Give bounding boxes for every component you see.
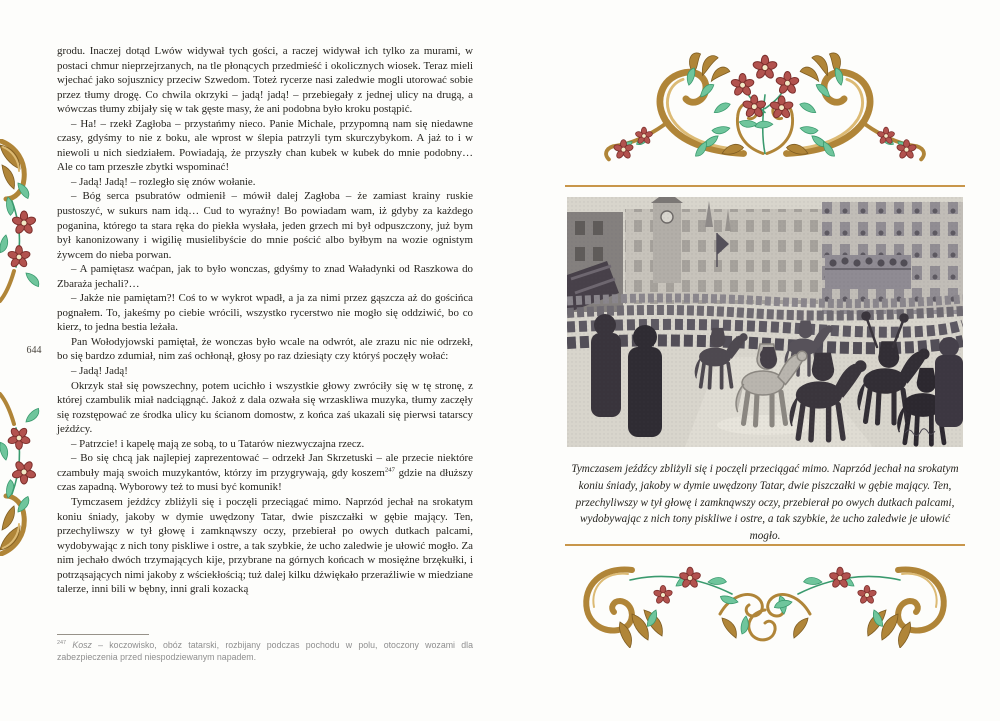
page-number: 644 [26, 345, 42, 356]
top-rule [565, 185, 965, 187]
paragraph-text: – Bo się chcą jak najlepiej zaprezentować – odrzekł Jan Skrzetuski – ale przecie niektóre czambuły mają swoich muzykantów, którzy im przygrywają, gdy koszem [57, 452, 473, 479]
paragraph: Tymczasem jeźdźcy zbliżyli się i poczęli przeciągać mimo. Naprzód jechał na srokatym koniu śniady, jakoby w dymie uwędzony Tatar, dwie piszczałki w gębie mający. Ten, przechyliwszy w tył głowę i zamknąwszy oczy, przebierał po owych dutkach palcami, wydobywając z nich tony piskliwe i ostre, a tak szybkie, że ucho zaledwie je ułowić mogło. Za nim jechało dwóch trzymających kije, przybrane na górnych końcach w mosiężne brzękułki, i potrząsających nimi jakoby z wściekłością; tuż dalej kilku dźwiękało przeraźliwie w miedziane talerze, inni bili w bębny, inni grali kozacką [57, 495, 473, 596]
paragraph: – Jadą! Jadą! – rozległo się znów wołanie. [71, 175, 256, 188]
footnote-term: Kosz [72, 640, 92, 650]
footnote-number: 247 [57, 640, 67, 647]
paragraph: – Jadą! Jadą! [71, 365, 128, 378]
right-page [565, 0, 965, 721]
body-text [57, 44, 473, 597]
paragraph: – Jakże nie pamiętam?! Coś to w wykrot wpadł, a ja za nimi przez gąszcza aż do gościńca pognałem. To, jakeśmy po ciebie wrócili, wszystko rycerstwo nie mogło się oddziwić, bo co kierz, to jedna bestia leżała. [57, 292, 473, 334]
illustration-caption: Tymczasem jeźdźcy zbliżyli się i poczęli przeciągać mimo. Naprzód jechał na srokatym koniu śniady, jakoby w dymie uwędzony Tatar, dwie piszczałki w gębie mający. Ten, przechyliwszy w tył głowę i zamknąwszy oczy, przebierał po owych dutkach palcami, wydobywając z nich tony piskliwe i ostre, a tak szybkie, że ucho zaledwie je ułowić mogło. [571, 463, 959, 543]
paragraph-with-footnote-ref [57, 451, 473, 495]
paragraph: – Patrzcie! i kapelę mają ze sobą, to u Tatarów niezwyczajna rzecz. [71, 437, 365, 450]
paragraph: – Ha! – rzekł Zagłoba – przystańmy nieco. Panie Michale, przypomną nam się niedawne czasy, gdyśmy to nie z boku, ale wprost w ślepia patrzyli tym skurczybykom. A jaż to i w niewoli u nich siedziałem. Powiadają, że przyszły chan kubek w kubek do mnie podobny… Ale co tam przeszłe zbytki wspominać! [57, 117, 473, 174]
footnote-reference: 247 [384, 466, 395, 474]
paragraph: – A pamiętasz waćpan, jak to było wonczas, gdyśmy to znad Waładynki od Raszkowa do Zbaraża jechali?… [57, 263, 473, 290]
floral-ornament-left-lower [0, 388, 42, 556]
illustration-tatar-riders [567, 197, 963, 447]
floral-ornament-top [598, 52, 932, 174]
footnote [57, 634, 473, 663]
footnote-separator [57, 634, 149, 635]
floral-ornament-left-upper [0, 139, 42, 307]
paragraph: grodu. Inaczej dotąd Lwów widywał tych gości, a raczej widywał ich tylko za murami, w postaci chmur nieprzejrzanych, na tle płonących przedmieść i okolicznych wiosek. Teraz mieli wjechać jako sojusznicy przeciw Szwedom. Toteż rycerze nasi zaledwie mogli utorować sobie przez tłumy drogę. Co chwila okrzyki – jadą! jadą! – przebiegały z jednej ulicy na drugą, a wówczas tłumy zbijały się w tak gęste masy, że ani podobna było kroku postąpić. [57, 45, 473, 116]
bottom-rule [565, 544, 965, 546]
paragraph: Okrzyk stał się powszechny, potem ucichło i wszystkie głowy zwróciły się w tę stronę, z której czambulik miał nadciągnąć. Jakoż z dala ozwała się wrzaskliwa muzyka, tłumy zaczęły się rozstępować ze środka ulicy ku ścianom domostw, z końca zaś ukazali się pierwsi tatarscy jeźdźcy. [57, 379, 473, 436]
paragraph: Pan Wołodyjowski pamiętał, że wonczas było wcale na odwrót, ale zrazu nic nie odrzekł, bo się bardzo zdumiał, nim zaś ochłonął, głosy po raz dziesiąty czy któryś poczęły wołać: [57, 335, 473, 363]
paragraph: – Bóg serca psubratów odmienił – mówił dalej Zagłoba – że zamiast krainy ruskie pustoszyć, w sukurs nam idą… Cud to wyraźny! Bo powiadam wam, iż gdyby za każdego poganina, którego ta stara ręka do piekła wysłała, jeden grzech mi był odpuszczony, już bym był kanonizowany i wigilię musielibyście do mnie pościć albo byłbym na wozie ognistym żywcem do nieba porwan. [57, 190, 473, 261]
floral-ornament-bottom [570, 552, 960, 648]
paragraph-text: gdzie na dłuższy czas zapadną. Wyborowy też to musi być komunik! [57, 466, 473, 494]
footnote-text: – koczowisko, obóz tatarski, rozbijany podczas pochodu w polu, otoczony wozami dla zabezpieczenia przed niespodziewanym napadem. [57, 640, 473, 662]
